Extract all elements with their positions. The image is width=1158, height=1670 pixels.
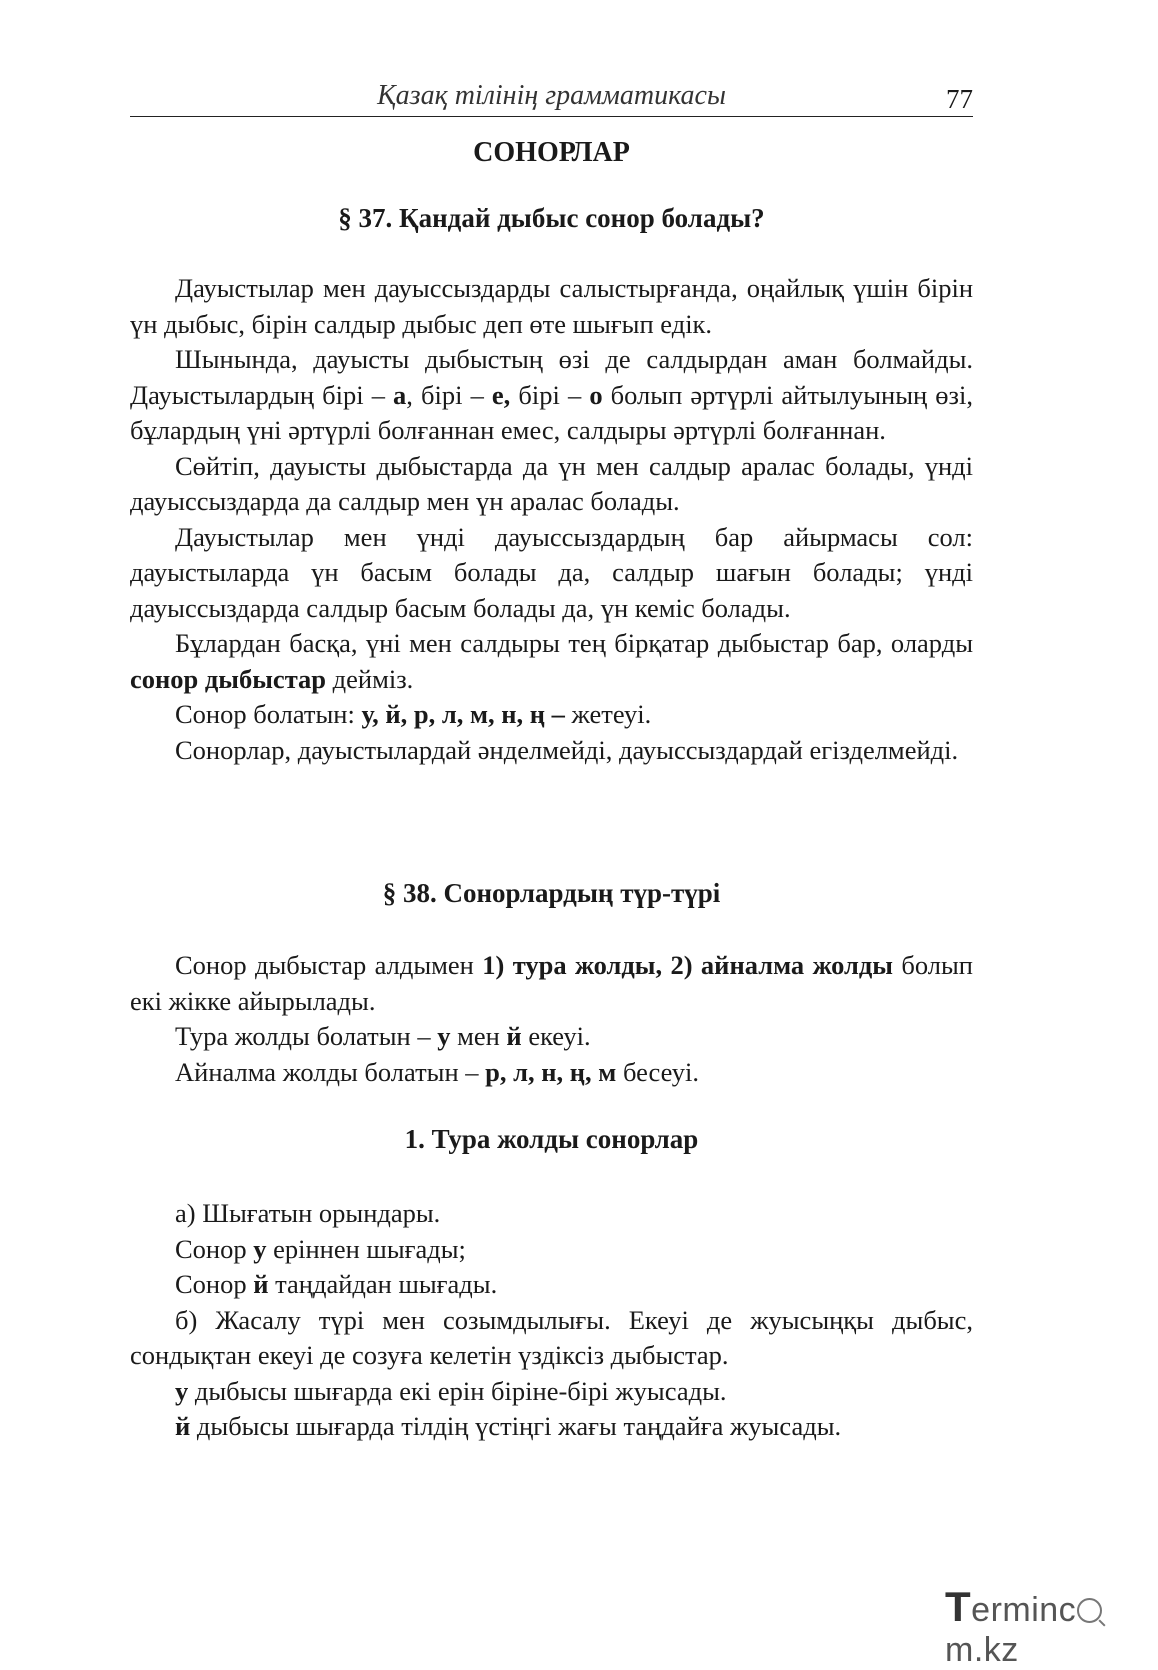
paragraph: Дауыстылар мен үнді дауыссыздардың бар айырмасы сол: дауыстыларда үн басым болады да, салдыр шағын болады; үнді дауыссыздарда салдыр басым болады да, үн кеміс болады. xyxy=(130,521,973,623)
section-37-heading: § 37. Қандай дыбыс сонор болады? xyxy=(338,203,765,233)
chapter-title: СОНОРЛАР xyxy=(473,137,630,168)
paragraph: Сонор й таңдайдан шығады. xyxy=(175,1269,498,1299)
page-number: 77 xyxy=(946,84,973,114)
paragraph: Айналма жолды болатын – р, л, н, ң, м бесеуі. xyxy=(175,1056,699,1087)
subsection-heading: 1. Тура жолды сонорлар xyxy=(404,1124,699,1154)
section-38-heading: § 38. Сонорлардың түр-түрі xyxy=(382,878,721,908)
paragraph: Сонор у еріннен шығады; xyxy=(175,1233,466,1264)
magnifier-icon xyxy=(1077,1598,1102,1623)
paragraph: Тура жолды болатын – у мен й екеуі. xyxy=(175,1021,591,1051)
paragraph: Сонор дыбыстар алдымен 1) тура жолды, 2) айналма жолды болып екі жікке айырылады. xyxy=(130,950,973,1016)
paragraph: у дыбысы шығарда екі ерін біріне-бірі жуысады. xyxy=(175,1375,727,1406)
paragraph: Шынында, дауысты дыбыстың өзі де салдырдан аман болмайды. Дауыстылардың бірі – а, бірі – е, бірі – о болып әртүрлі айтылуының өзі, бұлардың үні әртүрлі болғаннан емес, салдыры әртүрлі болғаннан. xyxy=(130,344,973,445)
paragraph: Сонорлар, дауыстылардай әнделмейді, дауыссыздардай егізделмейді. xyxy=(175,734,959,765)
section-37-body xyxy=(130,271,973,768)
paragraph: Бұлардан басқа, үні мен салдыры тең бірқатар дыбыстар бар, оларды сонор дыбыстар дейміз. xyxy=(130,628,973,694)
running-header xyxy=(130,78,973,117)
watermark-logo: Termincm.kz xyxy=(945,1583,1158,1670)
section-38-body xyxy=(130,948,973,1090)
paragraph: Дауыстылар мен дауыссыздарды салыстырғанда, оңайлық үшін бірін үн дыбыс, бірін салдыр дыбыс деп өте шығып едік. xyxy=(130,273,973,339)
running-title: Қазақ тілінің грамматикасы xyxy=(377,80,726,111)
subsection-body xyxy=(130,1196,973,1445)
paragraph: Сонор болатын: у, й, р, л, м, н, ң – жетеуі. xyxy=(175,699,652,729)
paragraph: Сөйтіп, дауысты дыбыстарда да үн мен салдыр аралас болады, үнді дауыссыздарда да салдыр мен үн аралас болады. xyxy=(130,450,973,516)
paragraph: й дыбысы шығарда тілдің үстіңгі жағы таңдайға жуысады. xyxy=(175,1411,842,1441)
paragraph: а) Шығатын орындары. xyxy=(175,1198,441,1228)
paragraph: б) Жасалу түрі мен созымдылығы. Екеуі де жуысыңқы дыбыс, сондықтан екеуі де созуға келетін үздіксіз дыбыстар. xyxy=(130,1304,973,1370)
